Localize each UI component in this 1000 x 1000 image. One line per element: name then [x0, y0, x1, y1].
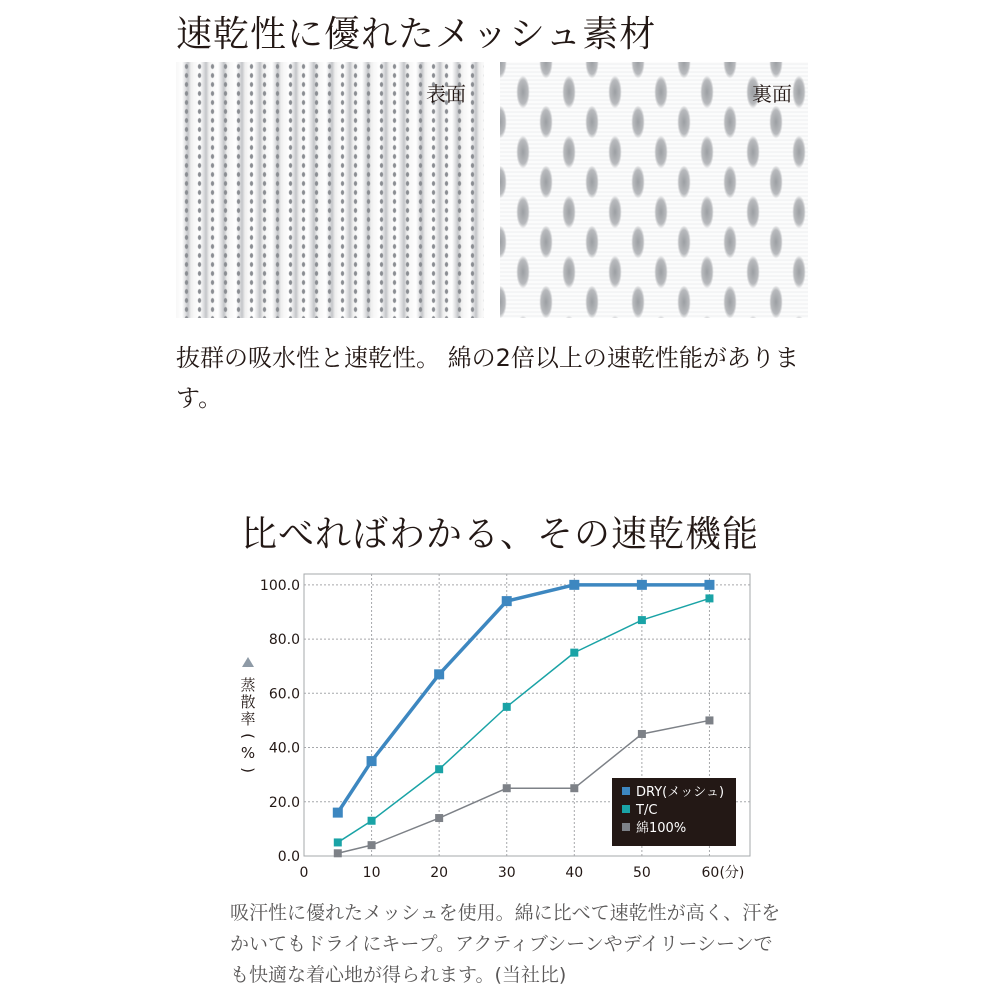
data-point [569, 580, 579, 590]
y-tick-label: 0.0 [277, 849, 300, 865]
data-point [435, 814, 443, 822]
legend-swatch [622, 787, 630, 795]
data-point [502, 596, 512, 606]
legend-label: T/C [636, 803, 658, 818]
front-photo-label: 表面 [426, 82, 466, 106]
data-point [333, 808, 343, 818]
data-point [570, 784, 578, 792]
y-axis-label-char: 率 [240, 710, 256, 728]
x-tick-label: 20 [430, 865, 449, 881]
data-point [704, 580, 714, 590]
data-point [334, 849, 342, 857]
data-point [503, 703, 511, 711]
section2-description: 吸汗性に優れたメッシュを使用。綿に比べて速乾性が高く、汗をかいてもドライにキープ。アクティブシーンやデイリーシーンでも快適な着心地が得られます。(当社比) [230, 902, 781, 986]
y-axis-label-char: 散 [240, 693, 256, 711]
data-point [435, 765, 443, 773]
y-axis-label-char: ) [239, 767, 257, 773]
x-axis-unit: (分) [719, 865, 745, 881]
legend-label: 綿100% [636, 821, 687, 836]
data-point [367, 756, 377, 766]
section1-title: 速乾性に優れたメッシュ素材 [176, 14, 657, 55]
back-photo-label: 裏面 [752, 82, 792, 106]
y-axis-label-char: % [240, 744, 256, 762]
section1-description: 抜群の吸水性と速乾性。 綿の2倍以上の速乾性能があります。 [176, 344, 799, 412]
data-point [637, 580, 647, 590]
evaporation-rate-chart [230, 566, 770, 886]
y-axis-arrow-icon [242, 657, 254, 667]
x-tick-label: 50 [632, 865, 651, 881]
data-point [334, 838, 342, 846]
y-tick-label: 60.0 [268, 686, 300, 703]
y-tick-label: 40.0 [268, 740, 300, 757]
data-point [570, 649, 578, 657]
data-point [434, 669, 444, 679]
x-tick-label: 10 [362, 865, 381, 881]
data-point [503, 784, 511, 792]
y-tick-label: 100.0 [259, 577, 300, 594]
y-axis-label-char: ( [239, 733, 257, 739]
legend-label: DRY(メッシュ) [636, 785, 725, 800]
y-axis-label-char: 蒸 [240, 676, 256, 694]
data-point [705, 594, 713, 602]
fabric-back-photo [500, 62, 808, 318]
data-point [638, 616, 646, 624]
section2-title: 比べればわかる、その速乾機能 [240, 514, 759, 555]
data-point [368, 841, 376, 849]
data-point [368, 817, 376, 825]
x-tick-label: 30 [497, 865, 516, 881]
x-tick-label: 60 [701, 865, 720, 881]
fabric-front-photo [176, 62, 484, 318]
x-tick-label: 0 [299, 865, 309, 881]
legend-swatch [622, 823, 630, 831]
legend-swatch [622, 805, 630, 813]
y-tick-label: 80.0 [268, 632, 300, 649]
x-tick-label: 40 [565, 865, 584, 881]
data-point [638, 730, 646, 738]
y-tick-label: 20.0 [268, 794, 300, 811]
data-point [705, 716, 713, 724]
